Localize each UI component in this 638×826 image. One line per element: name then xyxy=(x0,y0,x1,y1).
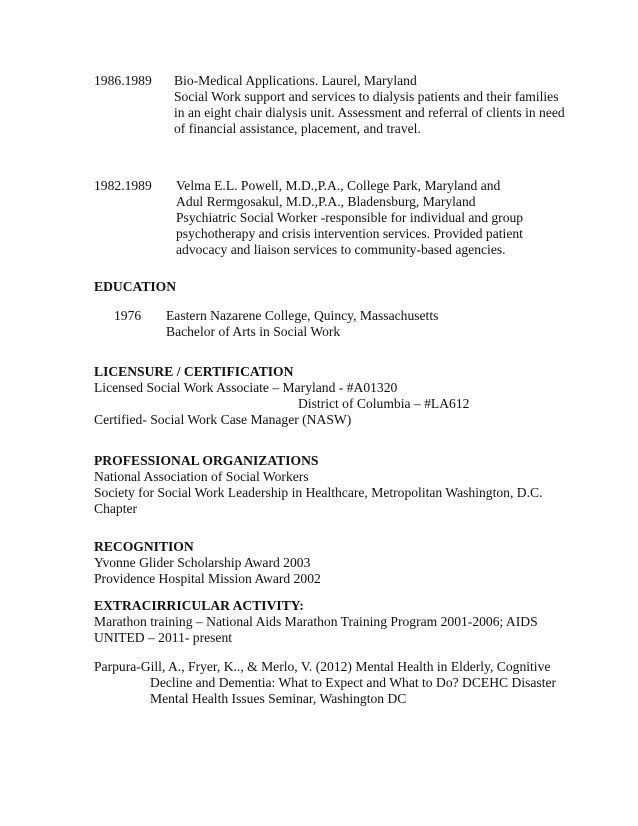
organization-line: National Association of Social Workers xyxy=(94,469,309,484)
experience-employer: Velma E.L. Powell, M.D.,P.A., College Park, Maryland and xyxy=(176,178,501,193)
award-line: Yvonne Glider Scholarship Award 2003 xyxy=(94,555,311,570)
section-heading-recognition: RECOGNITION xyxy=(94,539,194,554)
education-year: 1976 xyxy=(114,308,142,323)
experience-employer: Adul Rermgosakul, M.D.,P.A., Bladensburg, Maryland xyxy=(176,194,476,209)
licensure-line: District of Columbia – #LA612 xyxy=(298,396,470,411)
organization-line: Society for Social Work Leadership in Healthcare, Metropolitan Washington, D.C. xyxy=(94,485,543,500)
experience-description-line: advocacy and liaison services to community-based agencies. xyxy=(176,242,506,257)
certification-line: Certified- Social Work Case Manager (NASW) xyxy=(94,412,352,427)
education-degree: Bachelor of Arts in Social Work xyxy=(166,324,341,339)
organization-line: Chapter xyxy=(94,501,138,516)
section-heading-organizations: PROFESSIONAL ORGANIZATIONS xyxy=(94,453,319,468)
publication-citation-line: Decline and Dementia: What to Expect and What to Do? DCEHC Disaster xyxy=(150,675,557,690)
award-line: Providence Hospital Mission Award 2002 xyxy=(94,571,321,586)
activity-line: Marathon training – National Aids Marathon Training Program 2001-2006; AIDS xyxy=(94,614,538,629)
publication-citation-line: Parpura-Gill, A., Fryer, K.., & Merlo, V. (2012) Mental Health in Elderly, Cognitive xyxy=(94,659,551,674)
experience-description-line: in an eight chair dialysis unit. Assessment and referral of clients in need xyxy=(174,105,565,120)
experience-description-line: psychotherapy and crisis intervention services. Provided patient xyxy=(176,226,523,241)
publication-citation-line: Mental Health Issues Seminar, Washington DC xyxy=(150,691,407,706)
section-heading-licensure: LICENSURE / CERTIFICATION xyxy=(94,364,294,379)
experience-description-line: of financial assistance, placement, and travel. xyxy=(174,121,421,136)
education-school: Eastern Nazarene College, Quincy, Massachusetts xyxy=(166,308,439,323)
section-heading-extracurricular: EXTRACIRRICULAR ACTIVITY: xyxy=(94,598,304,613)
experience-description-line: Psychiatric Social Worker -responsible for individual and group xyxy=(176,210,524,225)
section-heading-education: EDUCATION xyxy=(94,279,177,294)
activity-line: UNITED – 2011- present xyxy=(94,630,233,645)
experience-years: 1982.1989 xyxy=(94,178,152,193)
experience-description-line: Social Work support and services to dialysis patients and their families xyxy=(174,89,559,104)
experience-years: 1986.1989 xyxy=(94,73,152,88)
licensure-line: Licensed Social Work Associate – Maryland - #A01320 xyxy=(94,380,398,395)
experience-employer: Bio-Medical Applications. Laurel, Maryland xyxy=(174,73,417,88)
